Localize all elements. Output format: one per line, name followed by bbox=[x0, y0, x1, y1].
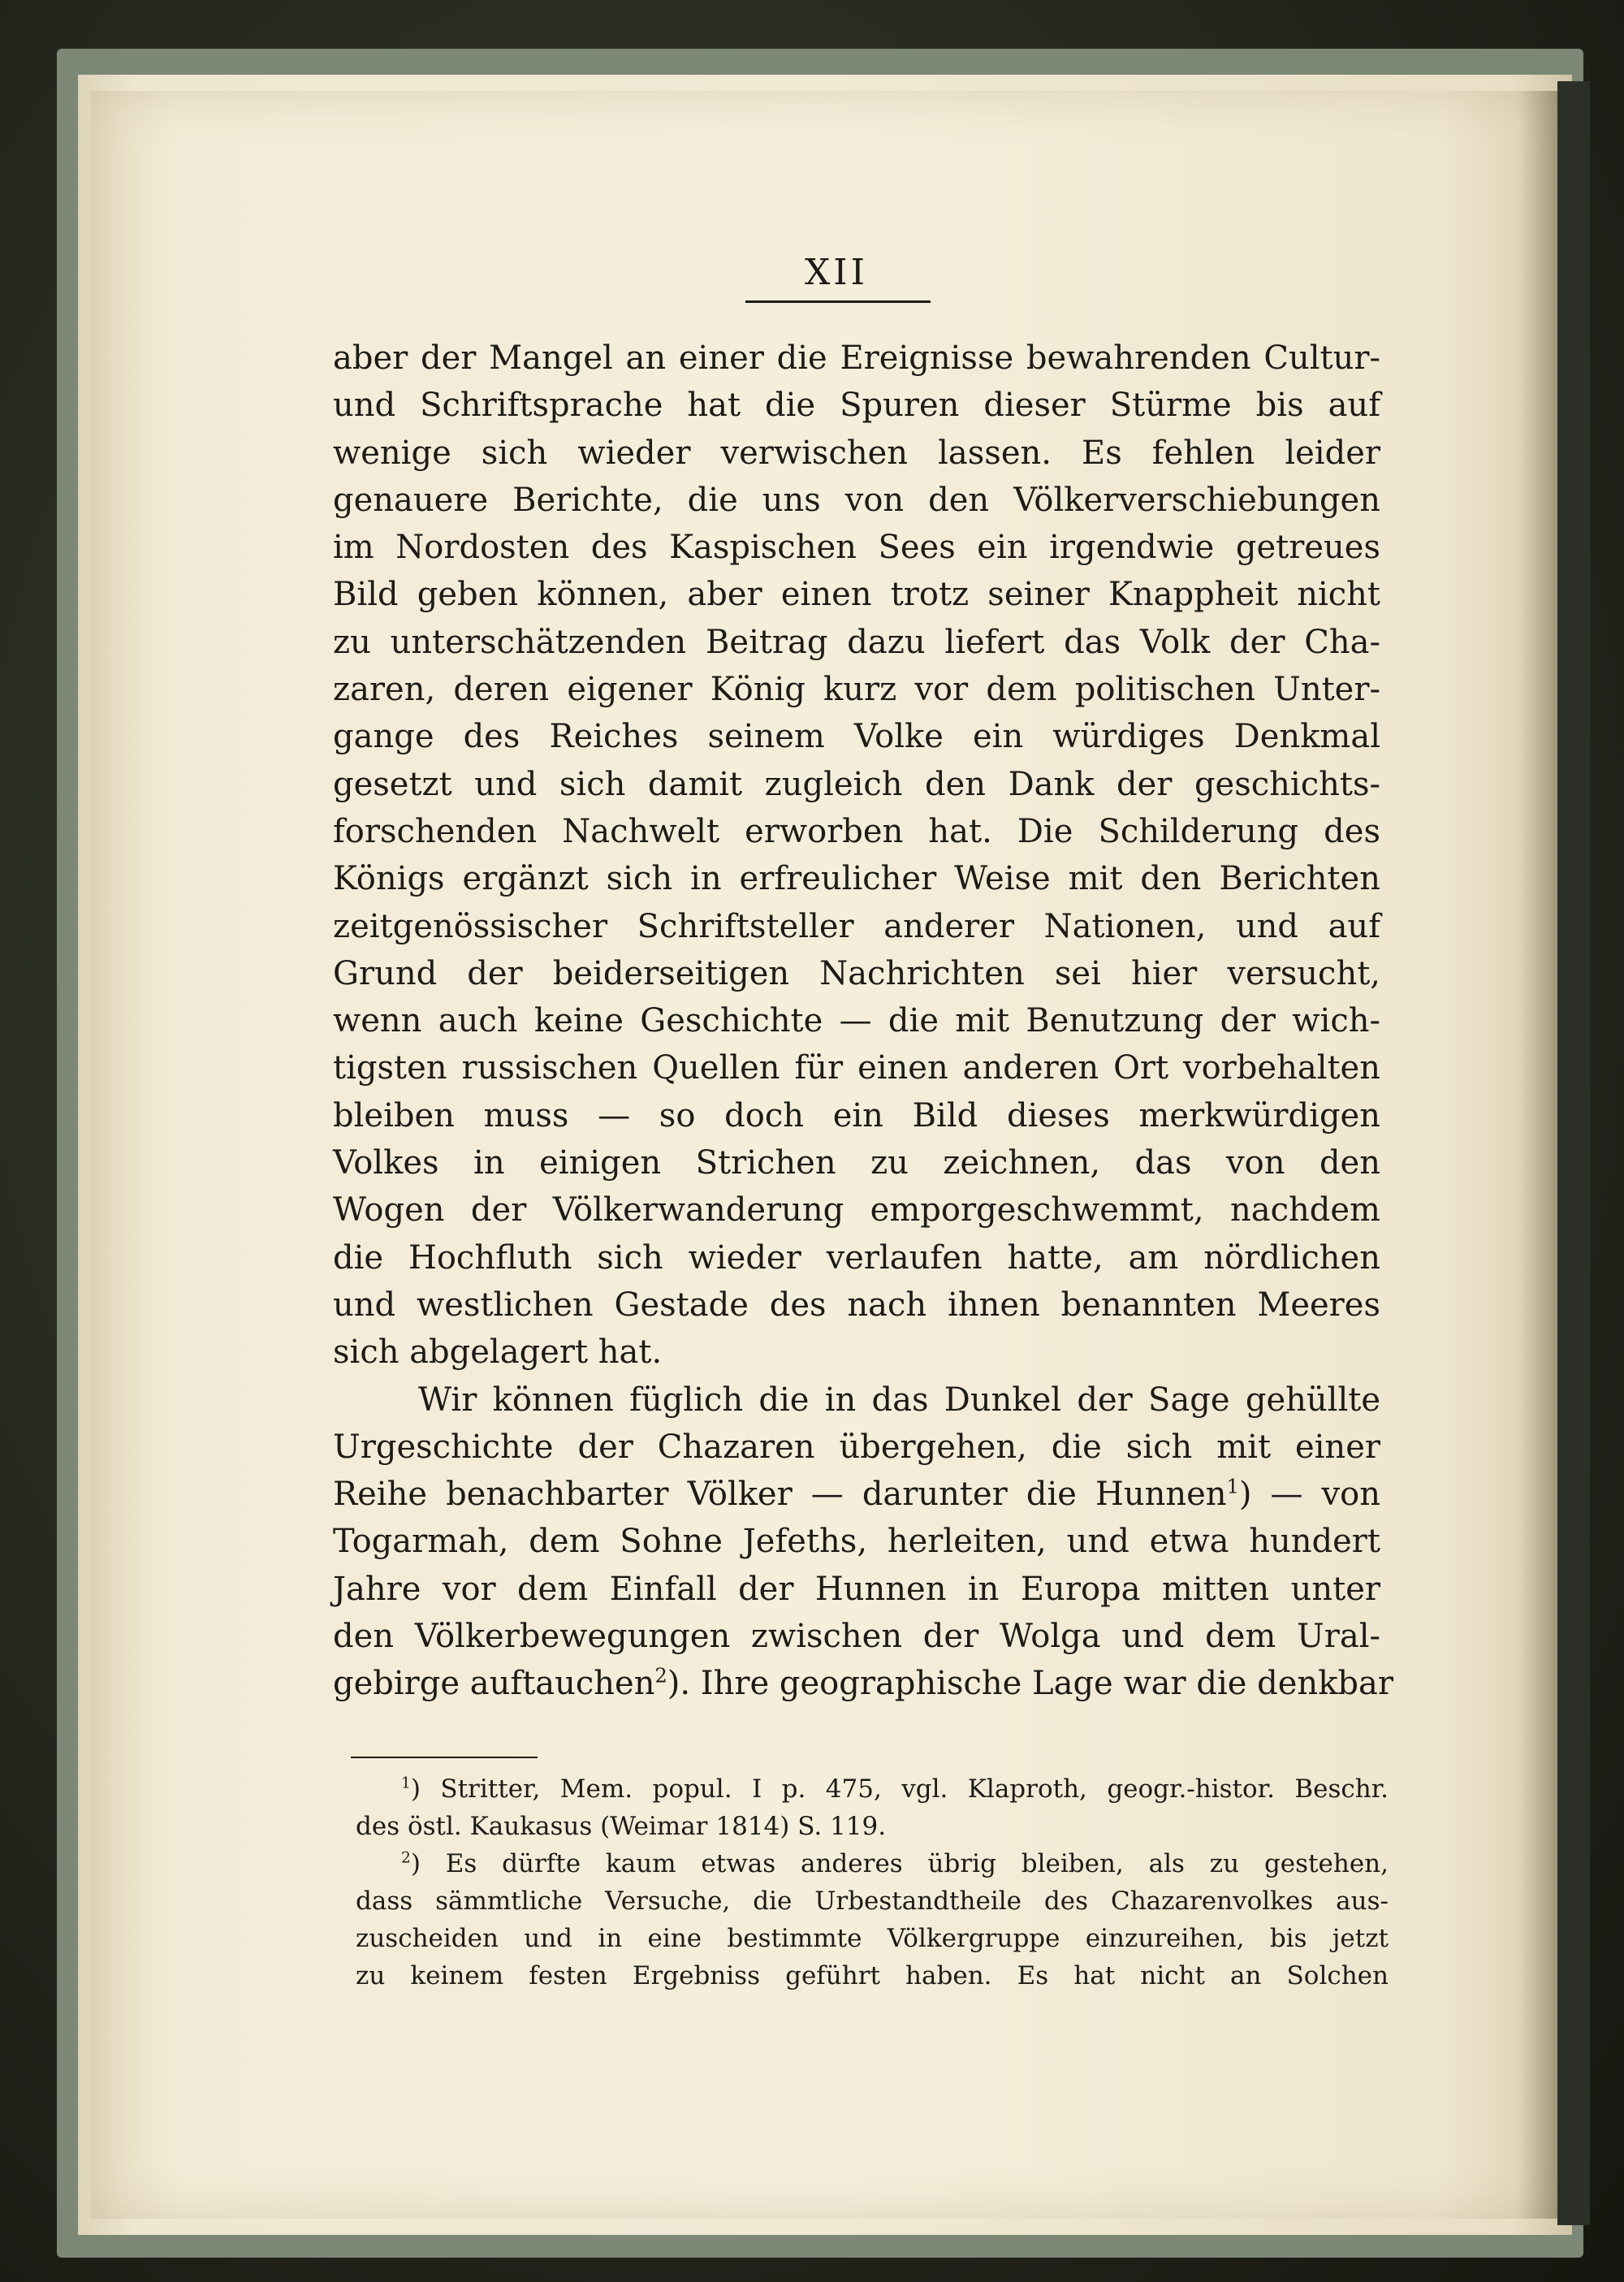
text-line: gesetzt und sich damit zugleich den Dank der geschichts- bbox=[333, 765, 1380, 803]
text-line: Grund der beiderseitigen Nachrichten sei hier versucht, bbox=[333, 954, 1380, 992]
footnotes bbox=[356, 1770, 1389, 1995]
text-line: Togarmah, dem Sohne Jefeths, herleiten, und etwa hundert bbox=[333, 1523, 1380, 1561]
text-line: gange des Reiches seinem Volke ein würdiges Denkmal bbox=[333, 718, 1380, 756]
text-line: im Nordosten des Kaspischen Sees ein irgendwie getreues bbox=[333, 529, 1380, 567]
text-line: Wogen der Völkerwanderung emporgeschwemmt, nachdem bbox=[333, 1191, 1380, 1230]
text-line: genauere Berichte, die uns von den Völkerverschiebungen bbox=[333, 481, 1380, 519]
text-line: Jahre vor dem Einfall der Hunnen in Europa mitten unter bbox=[333, 1570, 1380, 1608]
text-line: zu unterschätzenden Beitrag dazu liefert das Volk der Cha- bbox=[333, 623, 1380, 661]
text-line: zeitgenössischer Schriftsteller anderer Nationen, und auf bbox=[333, 907, 1380, 945]
text-run: gebirge auftauchen bbox=[333, 1665, 655, 1703]
text-line: den Völkerbewegungen zwischen der Wolga und dem Ural- bbox=[333, 1618, 1380, 1656]
footnote-ref[interactable]: 1 bbox=[1226, 1475, 1239, 1498]
footnote-line: des östl. Kaukasus (Weimar 1814) S. 119. bbox=[356, 1812, 887, 1841]
header-rule bbox=[745, 300, 931, 303]
footnote-line bbox=[356, 1770, 1389, 1808]
text-line: und Schriftsprache hat die Spuren dieser Stürme bis auf bbox=[333, 387, 1380, 425]
body-text bbox=[333, 335, 1394, 1708]
text-run: Reihe benachbarter Völker — darunter die Hunnen bbox=[333, 1476, 1227, 1514]
text-line: wenn auch keine Geschichte — die mit Benutzung der wich- bbox=[333, 1002, 1380, 1040]
text-line bbox=[333, 1660, 1394, 1707]
footnote-marker: 2 bbox=[401, 1849, 411, 1867]
footnote-line: zuscheiden und in eine bestimmte Völkergruppe einzureihen, bis jetzt bbox=[356, 1924, 1389, 1953]
text-run: ). Ihre geographische Lage war die denkbar bbox=[667, 1665, 1394, 1703]
footnote-line: dass sämmtliche Versuche, die Urbestandtheile des Chazarenvolkes aus- bbox=[356, 1887, 1389, 1916]
text-line: zaren, deren eigener König kurz vor dem politischen Unter- bbox=[333, 671, 1380, 709]
text-run: ) — von bbox=[1238, 1476, 1380, 1514]
text-line: Volkes in einigen Strichen zu zeichnen, das von den bbox=[333, 1144, 1380, 1182]
text-line: sich abgelagert hat. bbox=[333, 1333, 663, 1372]
text-line: Bild geben können, aber einen trotz seiner Knappheit nicht bbox=[333, 576, 1380, 614]
footnote-marker: 1 bbox=[401, 1774, 411, 1792]
text-line: wenige sich wieder verwischen lassen. Es fehlen leider bbox=[333, 434, 1380, 472]
text-line bbox=[333, 1471, 1380, 1518]
binding-edge bbox=[1557, 81, 1590, 2225]
text-line: bleiben muss — so doch ein Bild dieses merkwürdigen bbox=[333, 1096, 1380, 1135]
footnote-rule bbox=[351, 1757, 538, 1758]
text-line: Urgeschichte der Chazaren übergehen, die sich mit einer bbox=[333, 1428, 1380, 1466]
footnote-line: zu keinem festen Ergebniss geführt haben. Es hat nicht an Solchen bbox=[356, 1961, 1389, 1990]
footnote-line bbox=[356, 1845, 1389, 1882]
footnote-text: ) Es dürfte kaum etwas anderes übrig bleiben, als zu gestehen, bbox=[410, 1849, 1389, 1878]
text-line: tigsten russischen Quellen für einen anderen Ort vorbehalten bbox=[333, 1049, 1380, 1087]
gutter-shadow bbox=[1518, 91, 1557, 2219]
text-line: aber der Mangel an einer die Ereignisse bewahrenden Cultur- bbox=[333, 339, 1380, 377]
page-number: XII bbox=[804, 252, 869, 293]
footnote-text: ) Stritter, Mem. popul. I p. 475, vgl. Klaproth, geogr.-histor. Beschr. bbox=[410, 1774, 1389, 1804]
text-line: die Hochfluth sich wieder verlaufen hatte, am nördlichen bbox=[333, 1238, 1380, 1277]
footnote-ref[interactable]: 2 bbox=[654, 1664, 667, 1688]
text-line: und westlichen Gestade des nach ihnen benannten Meeres bbox=[333, 1286, 1380, 1324]
text-line: Königs ergänzt sich in erfreulicher Weise mit den Berichten bbox=[333, 860, 1380, 898]
text-line: forschenden Nachwelt erworben hat. Die Schilderung des bbox=[333, 812, 1380, 850]
text-line: Wir können füglich die in das Dunkel der Sage gehüllte bbox=[418, 1381, 1380, 1419]
